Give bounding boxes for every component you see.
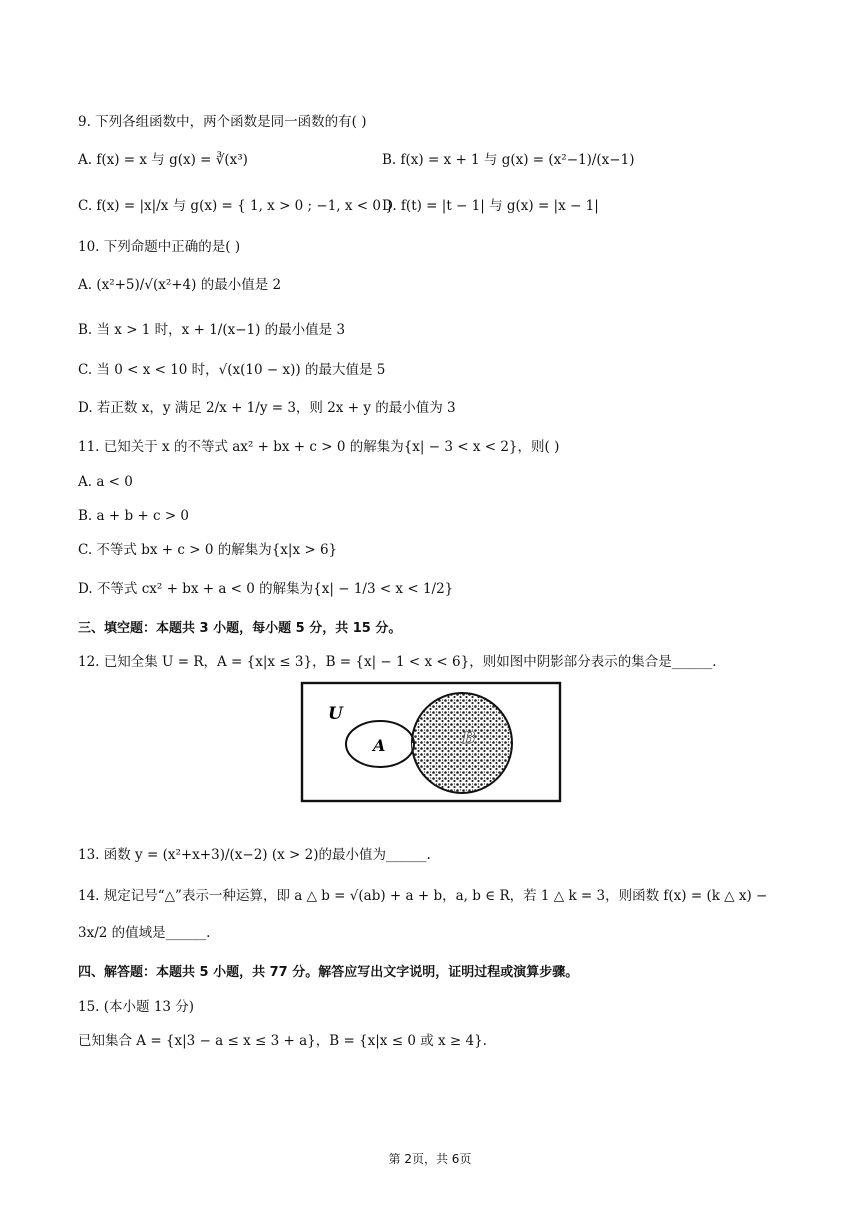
q15-body: 已知集合 A = {x|3 − a ≤ x ≤ 3 + a}，B = {x|x ≤ 0 或 x ≥ 4}. — [78, 1033, 487, 1049]
venn-diagram — [300, 681, 562, 803]
section-3-heading: 三、填空题：本题共 3 小题，每小题 5 分，共 15 分。 — [78, 621, 402, 636]
q13-text: 13. 函数 y = (x²+x+3)/(x−2) (x > 2)的最小值为______. — [78, 847, 431, 863]
q11-option-d: D. 不等式 cx² + bx + a < 0 的解集为{x| − 1/3 < x < 1/2} — [78, 581, 454, 597]
q10-stem: 10. 下列命题中正确的是( ) — [78, 239, 241, 255]
page-footer: 第 2页，共 6页 — [388, 1152, 472, 1166]
q9-option-c: C. f(x) = |x|/x 与 g(x) = { 1, x > 0 ; −1, x < 0 } — [78, 198, 394, 214]
q9-option-a: A. f(x) = x 与 g(x) = ∛(x³) — [78, 152, 248, 168]
q15-heading: 15. (本小题 13 分) — [78, 999, 195, 1015]
set-a-label: A — [373, 736, 386, 755]
q10-option-a: A. (x²+5)/√(x²+4) 的最小值是 2 — [78, 277, 282, 293]
q10-option-d: D. 若正数 x，y 满足 2/x + 1/y = 3，则 2x + y 的最小值为 3 — [78, 400, 456, 416]
q14-line1: 14. 规定记号“△”表示一种运算，即 a △ b = √(ab) + a + b，a, b ∈ R，若 1 △ k = 3，则函数 f(x) = (k △ x) − — [78, 888, 768, 904]
q11-option-a: A. a < 0 — [78, 474, 133, 490]
q14-line2: 3x/2 的值域是______. — [78, 925, 211, 941]
q11-option-c: C. 不等式 bx + c > 0 的解集为{x|x > 6} — [78, 542, 338, 558]
q11-option-b: B. a + b + c > 0 — [78, 508, 190, 524]
q11-stem: 11. 已知关于 x 的不等式 ax² + bx + c > 0 的解集为{x| − 3 < x < 2}，则( ) — [78, 439, 560, 455]
q9-stem: 9. 下列各组函数中，两个函数是同一函数的有( ) — [78, 114, 367, 130]
universe-label: U — [328, 704, 343, 724]
q10-option-b: B. 当 x > 1 时，x + 1/(x−1) 的最小值是 3 — [78, 322, 346, 338]
q9-option-d: D. f(t) = |t − 1| 与 g(x) = |x − 1| — [382, 198, 599, 214]
q10-option-c: C. 当 0 < x < 10 时，√(x(10 − x)) 的最大值是 5 — [78, 362, 386, 378]
section-4-heading: 四、解答题：本题共 5 小题，共 77 分。解答应写出文字说明，证明过程或演算步骤。 — [78, 965, 579, 980]
set-b-label: B — [462, 728, 476, 747]
q12-text: 12. 已知全集 U = R，A = {x|x ≤ 3}，B = {x| − 1 < x < 6}，则如图中阴影部分表示的集合是______. — [78, 654, 717, 670]
q9-option-b: B. f(x) = x + 1 与 g(x) = (x²−1)/(x−1) — [382, 152, 635, 168]
